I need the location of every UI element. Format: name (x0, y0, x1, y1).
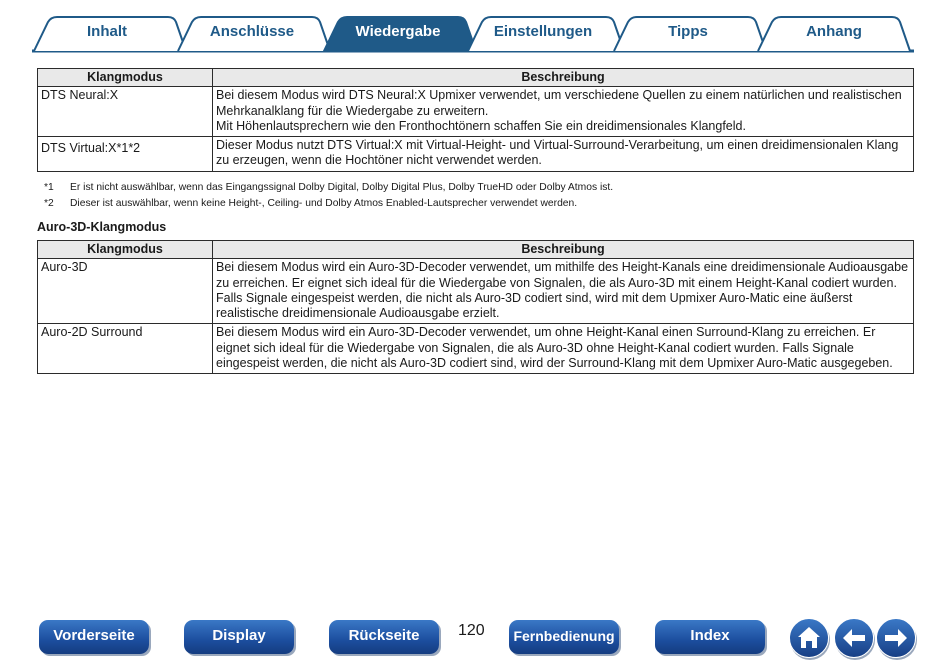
column-header-beschreibung: Beschreibung (213, 69, 914, 87)
column-header-klangmodus: Klangmodus (38, 69, 213, 87)
section-title: Auro-3D-Klangmodus (37, 220, 167, 234)
table-row (38, 324, 914, 374)
footnote-mark: *2 (44, 198, 54, 209)
home-button[interactable] (789, 618, 829, 658)
table-header-row (38, 69, 914, 87)
sound-mode-table-dts (37, 68, 914, 172)
fernbedienung-button[interactable]: Fernbedienung (509, 620, 619, 654)
description-cell: Bei diesem Modus wird ein Auro-3D-Decoder verwendet, um ohne Height-Kanal einen Surround-Klang zu erreichen. Er eignet sich ideal für die Wiedergabe von Signalen, die als Auro-3D ohne Height-Kanal codiert wurden. Falls Signale eingespeist werden, die nicht als Auro-3D codiert sind, wird der Surround-Klang mit dem Upmixer Auro-Matic ausgegeben. (213, 324, 914, 374)
column-header-beschreibung: Beschreibung (213, 241, 914, 259)
tab-inhalt[interactable]: Inhalt (87, 23, 127, 40)
page-number: 120 (458, 622, 485, 639)
footnote-marks: *1*2 (116, 141, 141, 156)
sound-mode-table-auro (37, 240, 914, 374)
top-tab-bar (0, 0, 950, 56)
vorderseite-button[interactable]: Vorderseite (39, 620, 149, 654)
back-button[interactable] (834, 618, 874, 658)
description-text: Mit Höhenlautsprechern wie den Fronthochtönern schaffen Sie ein dreidimensionales Klangfeld. (216, 118, 746, 133)
tab-tipps[interactable]: Tipps (668, 23, 708, 40)
table-row (38, 137, 914, 172)
mode-name: DTS Virtual:X (41, 141, 117, 156)
description-cell: Bei diesem Modus wird ein Auro-3D-Decoder verwendet, um mithilfe des Height-Kanals eine dreidimensionale Audioausgabe zu erreichen. Er eignet sich ideal für die Wiedergabe von Signalen, die als Auro-3D mit einem Height-Kanal codiert wurden. Falls Signale eingespeist werden, die nicht als Auro-3D codiert sind, wird mit dem Upmixer Auro-Matic eine äußerst realistische dreidimensionale Audioausgabe erzielt. (213, 259, 914, 324)
footnote-2 (44, 197, 577, 210)
mode-cell: Auro-2D Surround (38, 324, 213, 374)
footnote-mark: *1 (44, 182, 54, 193)
description-text: Bei diesem Modus wird DTS Neural:X Upmixer verwendet, um verschiedene Quellen zu einem natürlichen und realistischen Mehrkanalklang für die Wiedergabe zu erweitern. (216, 88, 902, 118)
rueckseite-button[interactable]: Rückseite (329, 620, 439, 654)
tab-wiedergabe[interactable]: Wiedergabe (355, 23, 441, 40)
footnote-text: Dieser ist auswählbar, wenn keine Height-, Ceiling- und Dolby Atmos Enabled-Lautsprecher verwendet werden. (70, 198, 578, 209)
tab-anhang[interactable]: Anhang (806, 23, 862, 40)
display-button[interactable]: Display (184, 620, 294, 654)
table-row (38, 87, 914, 137)
table-header-row (38, 241, 914, 259)
mode-cell: Auro-3D (38, 259, 213, 324)
arrow-left-icon (835, 619, 873, 657)
table-row (38, 259, 914, 324)
home-icon (790, 619, 828, 657)
mode-cell (38, 137, 213, 172)
arrow-right-icon (877, 619, 915, 657)
description-cell (213, 87, 914, 137)
tab-einstellungen[interactable]: Einstellungen (493, 23, 593, 40)
footnote-text: Er ist nicht auswählbar, wenn das Eingangssignal Dolby Digital, Dolby Digital Plus, Dolby TrueHD oder Dolby Atmos ist. (70, 182, 614, 193)
tab-anschluesse[interactable]: Anschlüsse (209, 23, 295, 40)
forward-button[interactable] (876, 618, 916, 658)
mode-cell: DTS Neural:X (38, 87, 213, 137)
description-text: Dieser Modus nutzt DTS Virtual:X mit Virtual-Height- und Virtual-Surround-Verarbeitung, um einen dreidimensionalen Klang zu erzeugen, wenn die Hochtöner nicht verwendet werden. (216, 138, 899, 168)
index-button[interactable]: Index (655, 620, 765, 654)
column-header-klangmodus: Klangmodus (38, 241, 213, 259)
description-cell (213, 137, 914, 172)
footnote-1 (44, 181, 613, 194)
